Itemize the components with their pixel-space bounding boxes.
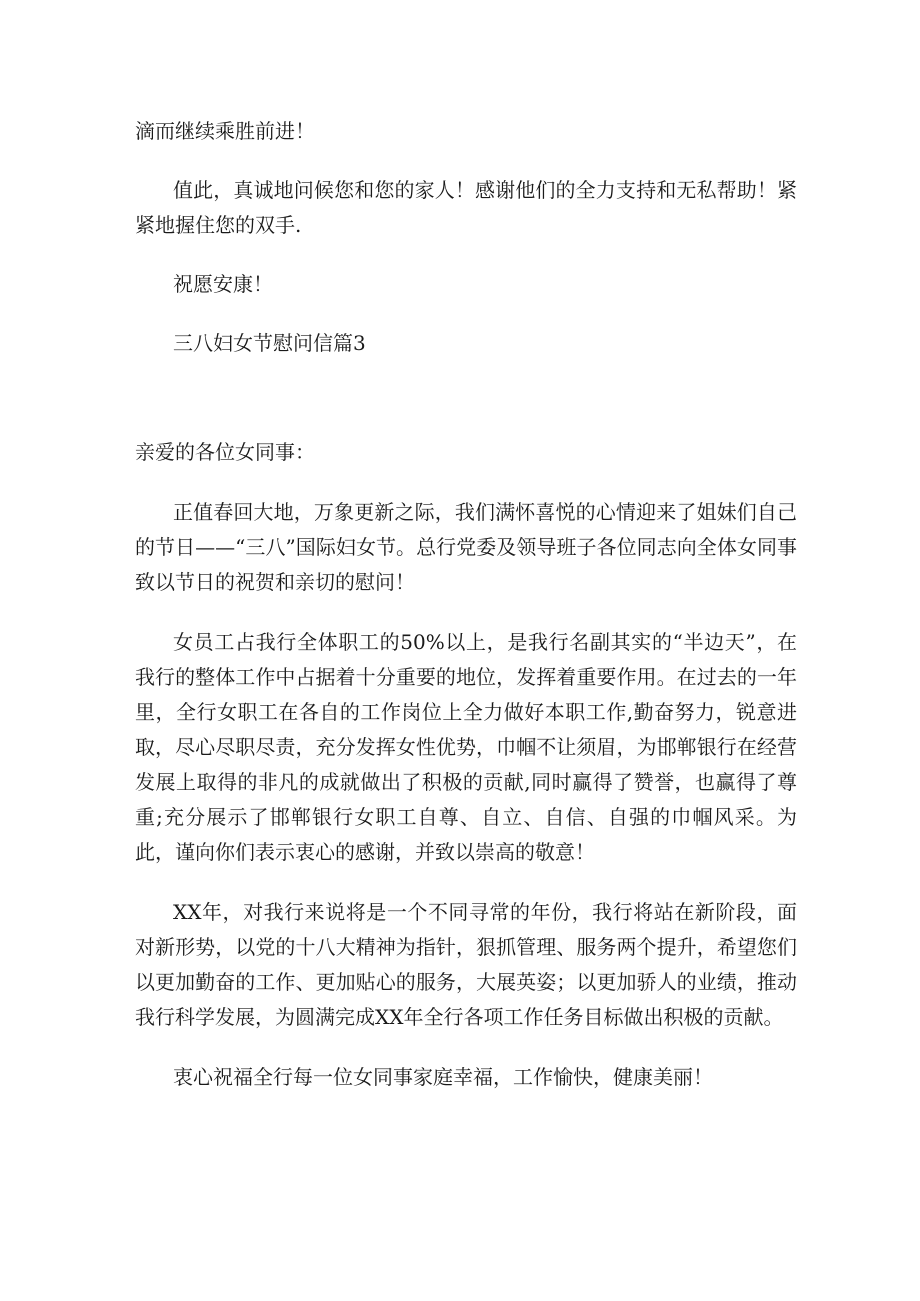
paragraph-closing-wish: 祝愿安康！ [173,272,273,296]
paragraph-achievements: 女员工占我行全体职工的50%以上，是我行名副其实的“半边天”，在我行的整体工作中占据着十分重要的地位，发挥着重要作用。在过去的一年里，全行女职工在各自的工作岗位上全力做好本职工作,勤奋努力，锐意进取，尽心尽职尽责，充分发挥女性优势，巾帼不让须眉，为邯郸银行在经营发展上取得的非凡的成就做出了积极的贡献,同时赢得了赞誉，也赢得了尊重;充分展示了邯郸银行女职工自尊、自立、自信、自强的巾帼风采。为此，谨向你们表示衷心的感谢，并致以崇高的敬意！ [135,630,797,864]
section-title: 三八妇女节慰问信篇3 [173,331,366,355]
document-body [135,114,797,1095]
paragraph-blessing: 衷心祝福全行每一位女同事家庭幸福，工作愉快，健康美丽！ [173,1065,713,1089]
paragraph-outlook: XX年，对我行来说将是一个不同寻常的年份，我行将站在新阶段，面对新形势，以党的十八大精神为指针，狠抓管理、服务两个提升，希望您们以更加勤奋的工作、更加贴心的服务，大展英姿；以更加骄人的业绩，推动我行科学发展，为圆满完成XX年全行各项工作任务目标做出积极的贡献。 [135,900,797,1029]
paragraph-festival-greeting: 正值春回大地，万象更新之际，我们满怀喜悦的心情迎来了姐妹们自己的节日——“三八”国际妇女节。总行党委及领导班子各位同志向全体女同事致以节日的祝贺和亲切的慰问！ [135,500,797,594]
paragraph-continuation: 滴而继续乘胜前进！ [135,119,315,143]
salutation: 亲爱的各位女同事： [135,440,315,464]
paragraph-greeting-family: 值此，真诚地问候您和您的家人！感谢他们的全力支持和无私帮助！紧紧地握住您的双手. [135,178,797,237]
